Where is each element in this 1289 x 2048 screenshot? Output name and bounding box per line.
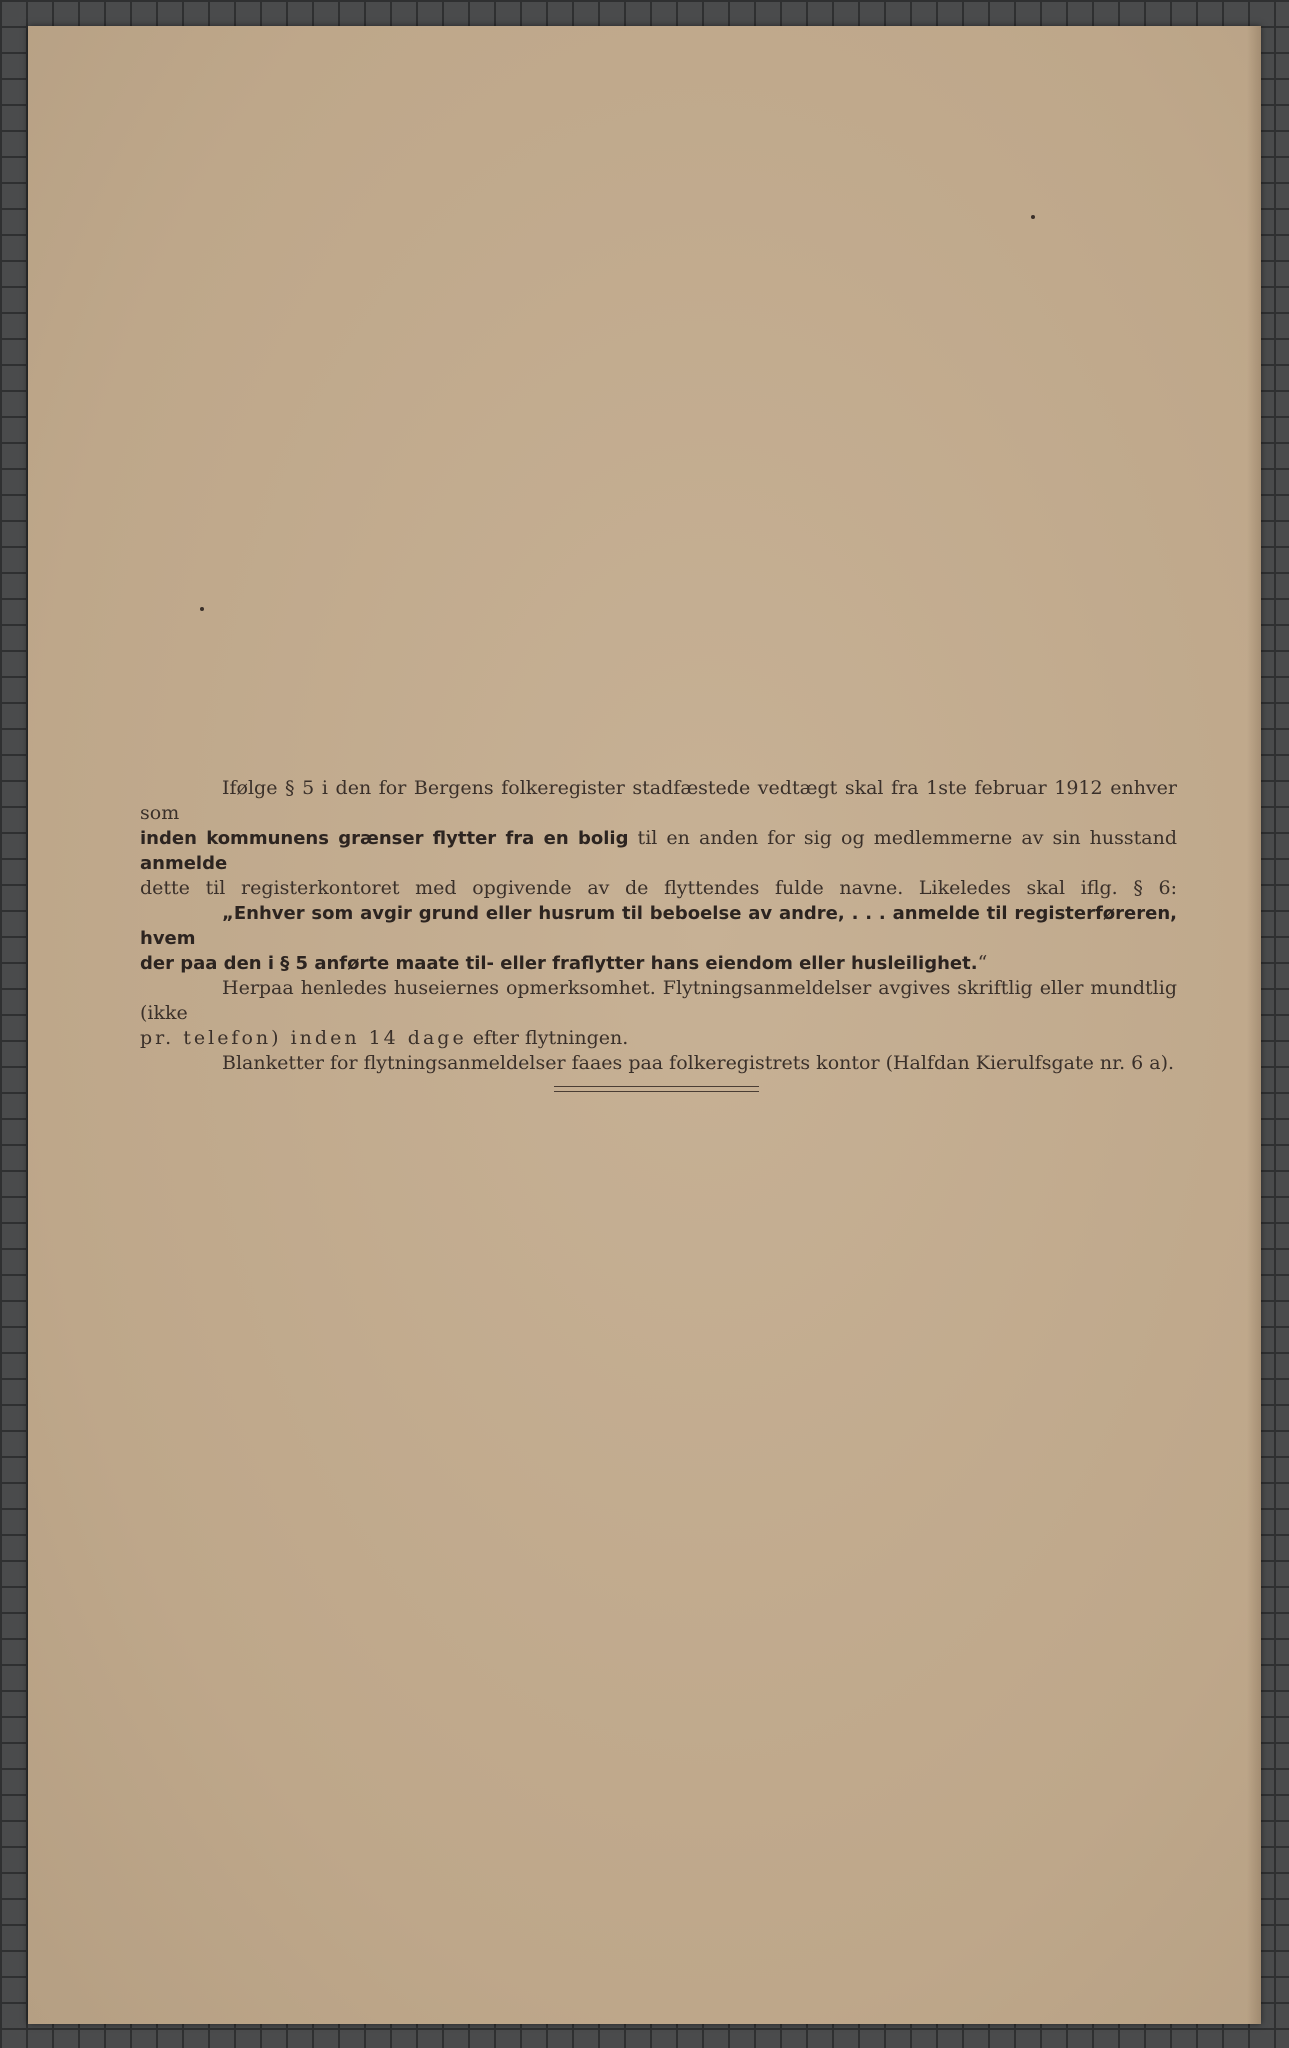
quote-line-2 (140, 951, 1177, 976)
ink-speck (1031, 215, 1035, 219)
bold-word-anmelde: anmelde (140, 853, 228, 874)
notice-line-1 (140, 776, 1177, 826)
notice-line-8-text: Blanketter for flytningsanmeldelser faaes paa folkeregistrets kontor (Halfdan Kierulfsgate nr. 6 a). (222, 1052, 1175, 1074)
ink-speck (200, 607, 204, 611)
notice-line-6 (140, 976, 1177, 1026)
notice-line-3-text: dette til registerkontoret med opgivende av de flyttendes fulde navne. Likeledes skal iflg. § 6: (140, 877, 1177, 899)
notice-line-2-text: til en anden for sig og medlemmerne av sin husstand (628, 827, 1177, 849)
bold-phrase-move: inden kommunens grænser flytter fra en bolig (140, 828, 629, 849)
quote-line-1-text: „Enhver som avgir grund eller husrum til beboelse av andre, . . . anmelde til registerføreren, hvem (140, 903, 1177, 949)
notice-line-2 (140, 826, 1177, 876)
notice-line-6-text: Herpaa henledes huseiernes opmerksomhet. Flytningsanmeldelser avgives skriftlig eller mundtlig (ikke (140, 977, 1177, 1024)
notice-line-7-text: efter flytningen. (466, 1027, 629, 1049)
notice-line-8 (140, 1051, 1177, 1076)
quote-line-2-text: der paa den i § 5 anførte maate til- eller fraflytter hans eiendom eller husleilighet. (140, 953, 978, 974)
paper-edge-shadow (1247, 26, 1261, 2024)
notice-line-3 (140, 876, 1177, 901)
notice-line-1-text: Ifølge § 5 i den for Bergens folkeregister stadfæstede vedtægt skal fra 1ste februar 1912 enhver som (140, 777, 1177, 824)
notice-text (140, 776, 1177, 1076)
quote-line-1 (140, 901, 1177, 951)
paper-sheet (28, 26, 1261, 2024)
notice-line-7 (140, 1026, 1177, 1051)
double-rule-divider (554, 1086, 759, 1092)
quote-close-mark: “ (977, 952, 988, 974)
spaced-phrase: pr. telefon) inden 14 dage (140, 1027, 467, 1049)
